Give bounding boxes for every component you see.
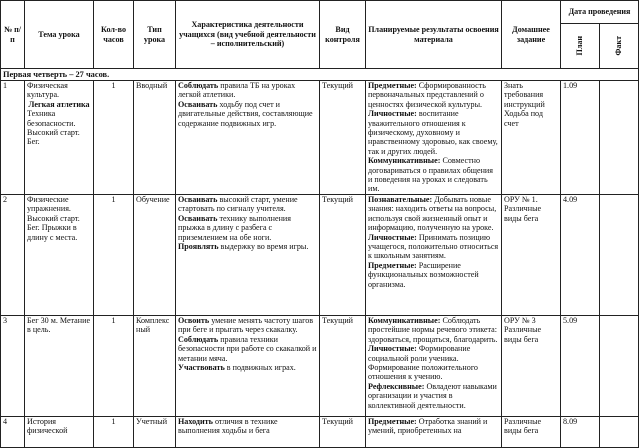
cell-num: 2	[1, 194, 25, 315]
cell-control: Текущий	[320, 194, 366, 315]
cell-fact	[600, 315, 639, 416]
quarter-row	[1, 69, 639, 81]
header-hours: Кол-во часов	[94, 1, 134, 69]
cell-activity	[176, 315, 320, 416]
activity-item	[178, 417, 317, 436]
header-topic: Тема урока	[25, 1, 94, 69]
activity-item	[178, 316, 317, 363]
table-row	[1, 416, 639, 447]
result-item	[368, 344, 499, 382]
cell-num: 1	[1, 81, 25, 195]
quarter-label: Первая четверть – 27 часов.	[1, 69, 639, 81]
cell-activity	[176, 81, 320, 195]
cell-control: Текущий	[320, 315, 366, 416]
cell-homework: Различные виды бега	[502, 416, 561, 447]
cell-type: Вводный	[134, 81, 176, 195]
result-text: Овладеют навыками организации и участия в коллективной деятельности.	[368, 381, 497, 410]
cell-plan: 5.09	[561, 315, 600, 416]
result-item	[368, 382, 499, 410]
cell-homework: ОРУ № 3 Различные виды бега	[502, 315, 561, 416]
result-key: Предметные:	[368, 416, 417, 426]
header-fact-label: Факт	[614, 36, 624, 56]
result-key: Рефлексивные:	[368, 381, 425, 391]
header-row	[1, 1, 639, 24]
header-homework: Домашнее задание	[502, 1, 561, 69]
result-key: Коммуникативные:	[368, 315, 441, 325]
result-item	[368, 417, 499, 436]
cell-hours: 1	[94, 315, 134, 416]
topic-rest: Техника безопасности. Высокий старт. Бег.	[27, 109, 80, 147]
result-text: воспитание уважительного отношения к физическому, духовному и нравственному здоровью, как своему, так и других людей.	[368, 109, 498, 156]
result-key: Познавательные:	[368, 194, 433, 204]
cell-fact	[600, 416, 639, 447]
activity-item	[178, 195, 317, 214]
cell-results	[366, 416, 502, 447]
cell-homework: Знать требования инструкций Ходьба под счет	[502, 81, 561, 195]
cell-topic: Бег 30 м. Метание в цель.	[25, 315, 94, 416]
activity-item	[178, 100, 317, 128]
activity-key: Находить	[178, 416, 213, 426]
cell-plan: 4.09	[561, 194, 600, 315]
result-item	[368, 316, 499, 344]
activity-text: ходьбу под счет и двигательные действия, составляющие содержание подвижных игр.	[178, 99, 313, 128]
result-item	[368, 261, 499, 289]
cell-results	[366, 194, 502, 315]
result-key: Предметные:	[368, 81, 417, 90]
result-item	[368, 195, 499, 233]
cell-fact	[600, 81, 639, 195]
cell-type: Комплекс ный	[134, 315, 176, 416]
result-item	[368, 233, 499, 261]
result-text: Расширение функциональных возможностей организма.	[368, 260, 479, 289]
cell-fact	[600, 194, 639, 315]
cell-homework: ОРУ № 1. Различные виды бега	[502, 194, 561, 315]
cell-activity	[176, 416, 320, 447]
cell-results	[366, 81, 502, 195]
table-row	[1, 194, 639, 315]
activity-text: умение менять частоту шагов при беге и прыгать через скакалку.	[178, 315, 314, 335]
header-date: Дата проведения	[561, 1, 639, 24]
header-control: Вид контроля	[320, 1, 366, 69]
header-results: Планируемые результаты освоения материала	[366, 1, 502, 69]
result-key: Личностные:	[368, 109, 417, 119]
cell-plan: 8.09	[561, 416, 600, 447]
header-type: Тип урока	[134, 1, 176, 69]
activity-item	[178, 242, 317, 251]
result-key: Коммуникативные:	[368, 156, 441, 166]
activity-key: Соблюдать	[178, 334, 219, 344]
result-item	[368, 109, 499, 156]
activity-text: выдержку во время игры.	[218, 241, 309, 251]
cell-results	[366, 315, 502, 416]
activity-text: отличия в технике выполнения ходьбы и бега	[178, 416, 278, 436]
activity-text: правила техники безопасности при работе со скакалкой и метании мяча.	[178, 334, 317, 363]
cell-hours: 1	[94, 416, 134, 447]
cell-type: Обучение	[134, 194, 176, 315]
result-text: Совместно договариваться о правилах общения и поведения на уроках и следовать им.	[368, 156, 493, 194]
result-text: Сформированность первоначальных представлений о ценностях физической культуры.	[368, 81, 486, 109]
cell-type: Учетный	[134, 416, 176, 447]
result-text: Принимать позицию учащегося, положительно относиться к школьным занятиям.	[368, 232, 499, 261]
result-text: Соблюдать простейшие нормы речевого этикета: здороваться, прощаться, благодарить.	[368, 315, 498, 344]
cell-num: 3	[1, 315, 25, 416]
result-text: Отработка знаний и умений, приобретенных на	[368, 416, 488, 436]
header-plan-label: План	[575, 36, 585, 56]
activity-text: правила ТБ на уроках легкой атлетики.	[178, 81, 296, 100]
activity-text: технику выполнения прыжка в длину с разбега с приземлением на обе ноги.	[178, 213, 291, 242]
cell-topic	[25, 81, 94, 195]
cell-control: Текущий	[320, 81, 366, 195]
result-item	[368, 156, 499, 194]
activity-key: Осваивать	[178, 99, 218, 109]
header-activity: Характеристика деятельности учащихся (вид учебной деятельности – исполнительский)	[176, 1, 320, 69]
cell-topic: История физической	[25, 416, 94, 447]
header-fact	[600, 24, 639, 69]
table-row	[1, 315, 639, 416]
result-text: Формирование социальной роли ученика. Формирование положительного отношения к учению.	[368, 344, 478, 382]
activity-key: Осваивать	[178, 194, 218, 204]
cell-plan: 1.09	[561, 81, 600, 195]
result-key: Личностные:	[368, 232, 417, 242]
activity-item	[178, 81, 317, 100]
activity-item	[178, 214, 317, 242]
table-row	[1, 81, 639, 195]
result-item	[368, 81, 499, 109]
result-text: Добывать новые знания: находить ответы на вопросы, используя свой жизненный опыт и информацию, полученную на уроке.	[368, 194, 497, 233]
activity-key: Осваивать	[178, 213, 218, 223]
result-key: Предметные:	[368, 260, 417, 270]
activity-key: Освоить	[178, 315, 210, 325]
cell-hours: 1	[94, 81, 134, 195]
activity-key: Проявлять	[178, 241, 219, 251]
cell-control: Текущий	[320, 416, 366, 447]
topic-text: Физическая культура.	[27, 81, 68, 100]
cell-activity	[176, 194, 320, 315]
header-plan	[561, 24, 600, 69]
header-num: № п/п	[1, 1, 25, 69]
result-key: Личностные:	[368, 344, 417, 354]
cell-topic: Физические упражнения. Высокий старт. Бег. Прыжки в длину с места.	[25, 194, 94, 315]
activity-text: высокий старт, умение стартовать по сигналу учителя.	[178, 194, 298, 214]
topic-section: Легкая атлетика	[28, 99, 90, 109]
cell-hours: 1	[94, 194, 134, 315]
activity-text: в подвижных играх.	[224, 362, 296, 372]
activity-key: Участвовать	[178, 362, 225, 372]
activity-item	[178, 363, 317, 372]
cell-num: 4	[1, 416, 25, 447]
activity-key: Соблюдать	[178, 81, 219, 90]
